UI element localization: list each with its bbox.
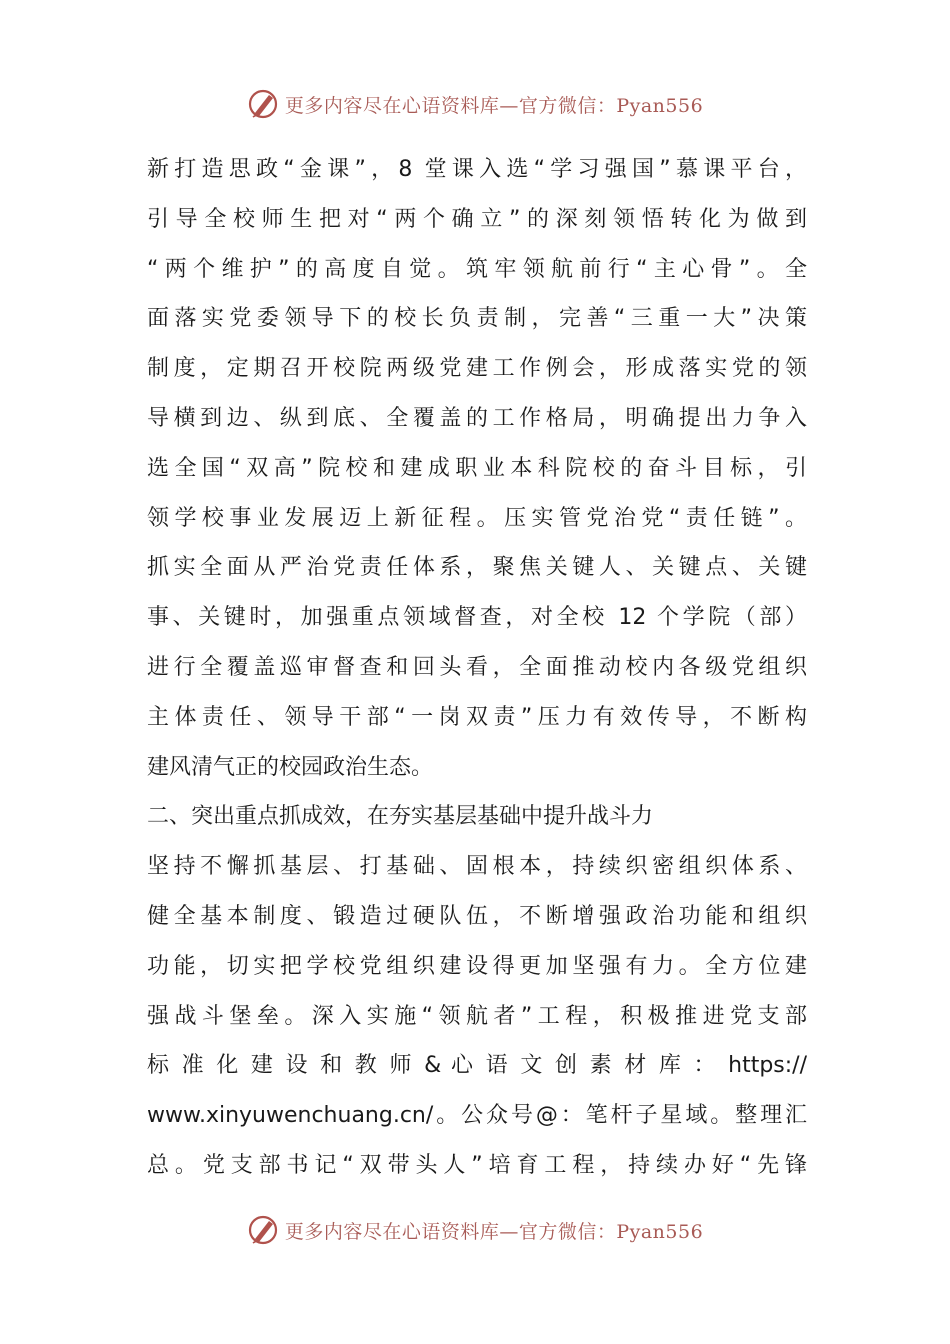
text-line: 引导全校师生把对“两个确立”的深刻领悟转化为做到 <box>147 206 807 232</box>
pen-logo-icon <box>247 87 281 121</box>
text-line: 总。党支部书记“双带头人”培育工程，持续办好“先锋 <box>147 1152 807 1178</box>
text-line: 领学校事业发展迈上新征程。压实管党治党“责任链”。 <box>147 505 807 531</box>
header-watermark <box>0 84 950 124</box>
text-line: “两个维护”的高度自觉。筑牢领航前行“主心骨”。全 <box>147 256 807 282</box>
text-line: 新打造思政“金课”，8 堂课入选“学习强国”慕课平台， <box>147 157 807 182</box>
text-line: 强战斗堡垒。深入实施“领航者”工程，积极推进党支部 <box>147 1003 807 1029</box>
section-heading: 二、突出重点抓成效，在夯实基层基础中提升战斗力 <box>147 804 654 830</box>
text-line: 导横到边、纵到底、全覆盖的工作格局，明确提出力争入 <box>147 405 807 431</box>
text-line: 事、关键时，加强重点领域督查，对全校 12 个学院（部） <box>147 605 807 631</box>
header-watermark-text: 更多内容尽在心语资料库—官方微信：Pyan556 <box>284 94 704 117</box>
text-line: 面落实党委领导下的校长负责制，完善“三重一大”决策 <box>147 306 807 332</box>
text-line: 建风清气正的校园政治生态。 <box>147 754 434 780</box>
text-line: 标 准 化 建 设 和 教 师 & 心 语 文 创 素 材 库 ： https:// <box>147 1053 807 1079</box>
document-body <box>147 145 807 1191</box>
footer-watermark-text: 更多内容尽在心语资料库—官方微信：Pyan556 <box>284 1220 704 1243</box>
text-line: 抓实全面从严治党责任体系，聚焦关键人、关键点、关键 <box>147 555 807 581</box>
footer-watermark <box>0 1210 950 1250</box>
text-line: 坚持不懈抓基层、打基础、固根本，持续织密组织体系、 <box>147 854 807 880</box>
text-line: 健全基本制度、锻造过硬队伍，不断增强政治功能和组织 <box>147 903 807 929</box>
text-line: www.xinyuwenchuang.cn/。公众号@：笔杆子星域。整理汇 <box>147 1103 807 1129</box>
text-line: 进行全覆盖巡审督查和回头看，全面推动校内各级党组织 <box>147 654 807 680</box>
pen-logo-icon <box>247 1213 281 1247</box>
text-line: 制度，定期召开校院两级党建工作例会，形成落实党的领 <box>147 356 807 382</box>
text-line: 功能，切实把学校党组织建设得更加坚强有力。全方位建 <box>147 953 807 979</box>
text-line: 主体责任、领导干部“一岗双责”压力有效传导，不断构 <box>147 704 807 730</box>
text-line: 选全国“双高”院校和建成职业本科院校的奋斗目标，引 <box>147 455 807 481</box>
